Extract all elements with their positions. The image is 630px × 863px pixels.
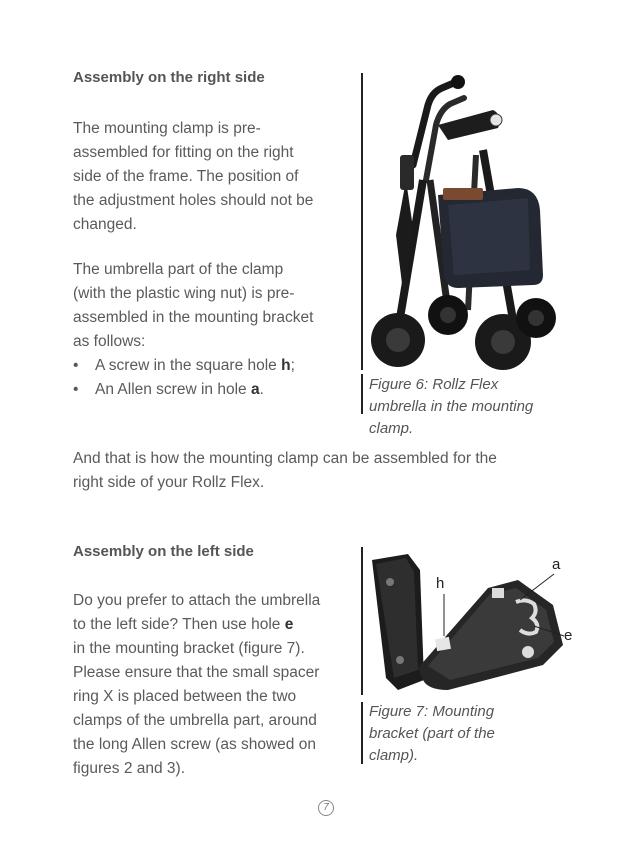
text-line: The mounting clamp is pre- (73, 120, 261, 137)
hole-e-bold: e (284, 616, 294, 633)
caption-divider-line (361, 702, 363, 764)
bullet-bold: h (281, 357, 291, 374)
page-number: 7 (318, 800, 334, 816)
bullet-glyph: • (73, 357, 79, 374)
heading-right-side: Assembly on the right side (73, 69, 265, 86)
text-line: figures 2 and 3). (73, 760, 186, 777)
text-line: the long Allen screw (as showed on (73, 736, 316, 753)
caption-line: bracket (part of the (369, 725, 495, 742)
mounting-bracket-image (368, 550, 598, 698)
caption-line: umbrella in the mounting (369, 398, 534, 415)
caption-line: clamp). (369, 747, 419, 764)
text-line: (with the plastic wing nut) is pre- (73, 285, 295, 302)
bullet-bold: a (250, 381, 260, 398)
text-line: clamps of the umbrella part, around (73, 712, 317, 729)
caption-line: clamp. (369, 420, 414, 437)
rollator-image (368, 70, 568, 375)
text-line: Please ensure that the small spacer (73, 664, 320, 681)
text-line: And that is how the mounting clamp can be assembled for the (73, 450, 497, 467)
text-line: side of the frame. The position of (73, 168, 299, 185)
text-line-part: to the left side? Then use hole (73, 616, 285, 633)
text-line: assembled in the mounting bracket (73, 309, 314, 326)
text-line: ring X is placed between the two (73, 688, 297, 705)
umbrella-paragraph (73, 258, 363, 402)
bullet-glyph: • (73, 381, 79, 398)
figure-7-caption (369, 701, 589, 767)
bullet-end: . (259, 381, 264, 398)
intro-paragraph (73, 117, 363, 237)
text-line: right side of your Rollz Flex. (73, 474, 265, 491)
text-line: Do you prefer to attach the umbrella (73, 592, 321, 609)
label-e: e (564, 627, 573, 644)
text-line: the adjustment holes should not be (73, 192, 314, 209)
bullet-item (73, 354, 363, 378)
figure-divider-line (361, 73, 363, 370)
label-a: a (552, 556, 561, 573)
figure-divider-line (361, 547, 363, 695)
bullet-list (73, 354, 363, 402)
text-line: assembled for fitting on the right (73, 144, 294, 161)
caption-divider-line (361, 374, 363, 414)
left-side-paragraph (73, 589, 363, 781)
label-h: h (436, 575, 445, 592)
closing-paragraph (73, 447, 573, 495)
bullet-text: An Allen screw in hole (95, 381, 251, 398)
text-line: changed. (73, 216, 137, 233)
text-line (73, 613, 363, 637)
text-line: The umbrella part of the clamp (73, 261, 284, 278)
bullet-item (73, 378, 363, 402)
heading-left-side: Assembly on the left side (73, 543, 254, 560)
text-line: in the mounting bracket (figure 7). (73, 640, 305, 657)
figure-6-caption (369, 374, 589, 440)
bullet-text: A screw in the square hole (95, 357, 282, 374)
caption-line: Figure 7: Mounting (369, 703, 495, 720)
caption-line: Figure 6: Rollz Flex (369, 376, 499, 393)
text-line: as follows: (73, 333, 146, 350)
bullet-end: ; (290, 357, 295, 374)
